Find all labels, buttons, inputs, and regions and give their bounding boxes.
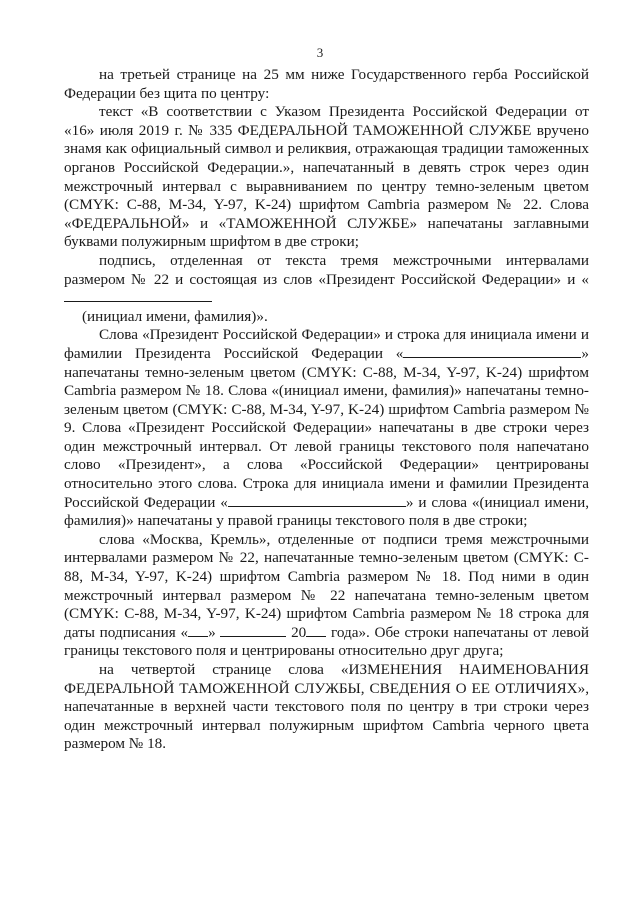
president-name-blank-2 bbox=[228, 494, 406, 507]
president-name-blank-1 bbox=[403, 345, 581, 358]
paragraph-5-text-c: 20 bbox=[286, 623, 307, 641]
date-month-blank bbox=[220, 624, 286, 637]
signature-name-blank bbox=[64, 289, 212, 302]
paragraph-4-text-b: » напечатаны темно-зеленым цветом (CMYK: C-88, M-34, Y-97, K-24) шрифтом Cambria размером № 18. Слова «(инициал имени, фамилия)» напечатаны темно-зеленым цветом (CMYK: C-88, M-34, Y-97, K-24) шрифтом Cambria размером № 9. Слова «Президент Российской Федерации» напечатаны в две строки через один межстрочный интервал. От левой границы текстового поля напечатано слово «Президент», а слова «Российской Федерации» центрированы относительно этого слова. Строка для инициала имени и фамилии Президента Российской Федерации « bbox=[64, 344, 589, 511]
paragraph-6: на четвертой странице слова «ИЗМЕНЕНИЯ НАИМЕНОВАНИЯ ФЕДЕРАЛЬНОЙ ТАМОЖЕННОЙ СЛУЖБЫ, СВЕДЕНИЯ О ЕЕ ОТЛИЧИЯХ», напечатанные в верхней части текстового поля по центру в три строки через один межстрочный интервал полужирным шрифтом Cambria черного цвета размером № 18. bbox=[64, 661, 589, 753]
paragraph-5-text-b: » bbox=[208, 623, 221, 641]
paragraph-1: на третьей странице на 25 мм ниже Государственного герба Российской Федерации без щита по центру: bbox=[64, 66, 589, 102]
document-body bbox=[64, 66, 589, 754]
paragraph-3-text: подпись, отделенная от текста тремя межстрочными интервалами размером № 22 и состоящая из слов «Президент Российской Федерации» и « bbox=[64, 251, 589, 288]
paragraph-4 bbox=[64, 326, 589, 531]
page-number: 3 bbox=[316, 45, 324, 60]
paragraph-4-text-c: » и слова «(инициал имени, фамилия)» напечатаны у правой границы текстового поля в две строки; bbox=[64, 493, 589, 530]
date-day-blank bbox=[188, 624, 208, 637]
paragraph-2: текст «В соответствии с Указом Президента Российской Федерации от «16» июля 2019 г. № 335 ФЕДЕРАЛЬНОЙ ТАМОЖЕННОЙ СЛУЖБЕ вручено знамя как официальный символ и реликвия, отражающая традиции таможенных органов Российской Федерации.», напечатанный в девять строк через один межстрочный интервал с выравниванием по центру темно-зеленым цветом (CMYK: C-88, M-34, Y-97, K-24) шрифтом Cambria размером № 22. Слова «ФЕДЕРАЛЬНОЙ» и «ТАМОЖЕННОЙ СЛУЖБЕ» напечатаны заглавными буквами полужирным шрифтом в две строки; bbox=[64, 103, 589, 251]
paragraph-4-text-a: Слова «Президент Российской Федерации» и строка для инициала имени и фамилии Президента Российской Федерации « bbox=[64, 326, 589, 362]
date-year-blank bbox=[306, 624, 326, 637]
paragraph-3-caption: (инициал имени, фамилия)». bbox=[82, 307, 268, 325]
paragraph-5-text-a: слова «Москва, Кремль», отделенные от подписи тремя межстрочными интервалами размером № 22, напечатанные темно-зеленым цветом (CMYK: C-88, M-34, Y-97, K-24) шрифтом Cambria размером № 18. Под ними в один межстрочный интервал размером № 22 напечатана темно-зеленым цветом (CMYK: C-88, M-34, Y-97, K-24) шрифтом Cambria размером № 18 строка для даты подписания « bbox=[64, 530, 589, 641]
paragraph-3 bbox=[64, 252, 589, 308]
paragraph-5 bbox=[64, 531, 589, 661]
paragraph-5-text-d: года». Обе строки напечатаны от левой границы текстового поля и центрированы относительно друг друга; bbox=[64, 623, 590, 660]
